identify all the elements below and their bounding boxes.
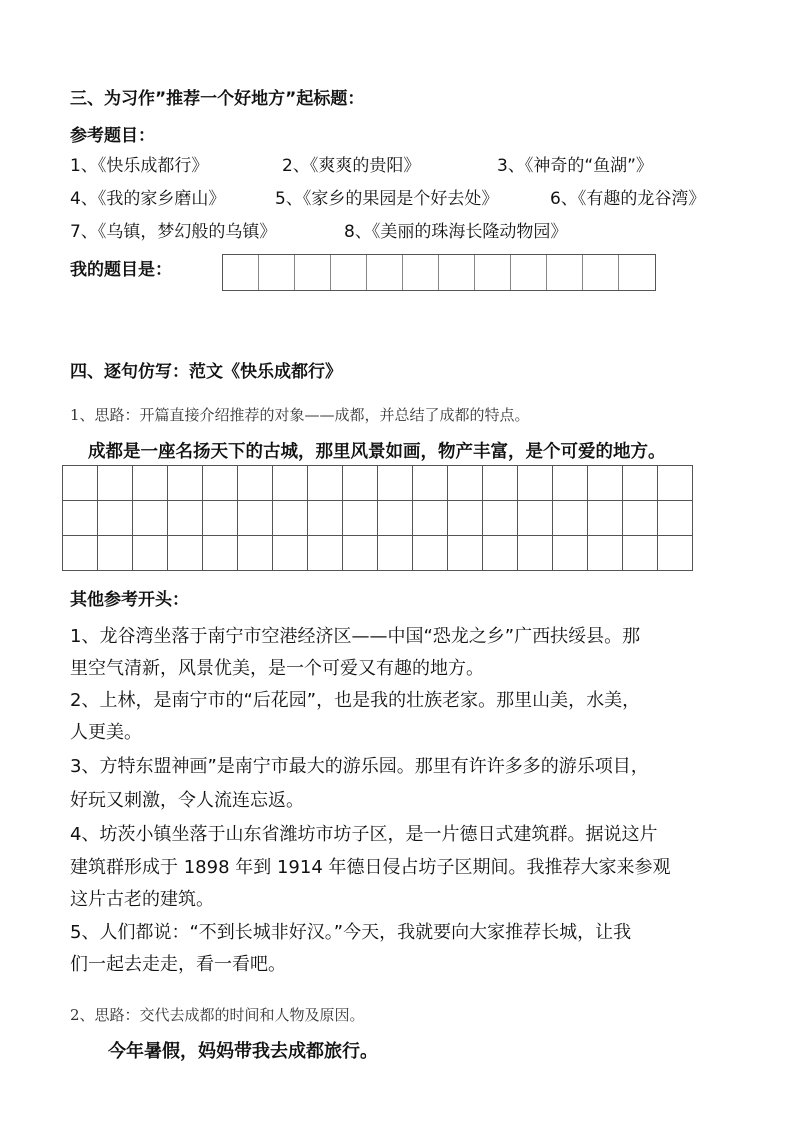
grid-cell[interactable]	[413, 501, 448, 536]
grid-cell[interactable]	[203, 536, 238, 571]
grid-cell[interactable]	[413, 536, 448, 571]
grid-cell[interactable]	[98, 536, 133, 571]
grid-cell[interactable]	[223, 255, 259, 290]
grid-cell[interactable]	[583, 255, 619, 290]
practice-writing-grid[interactable]	[62, 465, 693, 571]
grid-row	[63, 466, 693, 501]
grid-cell[interactable]	[588, 466, 623, 501]
grid-cell[interactable]	[203, 501, 238, 536]
grid-cell[interactable]	[273, 536, 308, 571]
grid-cell[interactable]	[658, 501, 693, 536]
grid-cell[interactable]	[273, 466, 308, 501]
opening-line: 们一起去走走，看一看吧。	[70, 954, 286, 975]
opening-line: 好玩又刺激，令人流连忘返。	[70, 790, 304, 811]
grid-cell[interactable]	[448, 466, 483, 501]
grid-cell[interactable]	[378, 536, 413, 571]
grid-cell[interactable]	[378, 501, 413, 536]
opening-line: 2、上林，是南宁市的“后花园”，也是我的壮族老家。那里山美，水美，	[70, 690, 641, 711]
grid-cell[interactable]	[403, 255, 439, 290]
ref-title-4: 4、《我的家乡磨山》	[70, 189, 226, 209]
opening-line: 建筑群形成于 1898 年到 1914 年德日侵占坊子区期间。我推荐大家来参观	[70, 857, 671, 878]
ref-title-8: 8、《美丽的珠海长隆动物园》	[344, 222, 568, 242]
grid-cell[interactable]	[308, 466, 343, 501]
my-title-label: 我的题目是：	[70, 260, 172, 280]
grid-cell[interactable]	[623, 536, 658, 571]
title-writing-grid[interactable]	[222, 254, 656, 291]
grid-cell[interactable]	[511, 255, 547, 290]
opening-line: 5、人们都说：“不到长城非好汉。”今天，我就要向大家推荐长城，让我	[70, 922, 632, 943]
grid-cell[interactable]	[63, 536, 98, 571]
section4-heading: 四、逐句仿写：范文《快乐成都行》	[70, 362, 342, 382]
grid-cell[interactable]	[238, 466, 273, 501]
opening-line: 3、方特东盟神画”是南宁市最大的游乐园。那里有许许多多的游乐项目，	[70, 756, 649, 777]
grid-cell[interactable]	[623, 466, 658, 501]
grid-cell[interactable]	[259, 255, 295, 290]
ref-title-2: 2、《爽爽的贵阳》	[282, 156, 421, 176]
grid-cell[interactable]	[588, 536, 623, 571]
grid-cell[interactable]	[203, 466, 238, 501]
grid-cell[interactable]	[547, 255, 583, 290]
grid-cell[interactable]	[308, 501, 343, 536]
grid-row	[63, 536, 693, 571]
opening-line: 里空气清新，风景优美，是一个可爱又有趣的地方。	[70, 658, 484, 679]
grid-cell[interactable]	[378, 466, 413, 501]
grid-cell[interactable]	[273, 501, 308, 536]
grid-cell[interactable]	[588, 501, 623, 536]
ref-title-3: 3、《神奇的“鱼湖”》	[497, 156, 653, 176]
grid-cell[interactable]	[168, 466, 203, 501]
grid-cell[interactable]	[98, 501, 133, 536]
grid-cell[interactable]	[658, 536, 693, 571]
grid-cell[interactable]	[367, 255, 403, 290]
grid-cell[interactable]	[238, 536, 273, 571]
ref-title-6: 6、《有趣的龙谷湾》	[550, 189, 706, 209]
grid-cell[interactable]	[553, 466, 588, 501]
other-openings-label: 其他参考开头：	[70, 590, 189, 610]
ref-title-7: 7、《乌镇，梦幻般的乌镇》	[70, 222, 277, 242]
grid-cell[interactable]	[295, 255, 331, 290]
grid-cell[interactable]	[413, 466, 448, 501]
opening-line: 4、坊茨小镇坐落于山东省潍坊市坊子区，是一片德日式建筑群。据说这片	[70, 824, 658, 845]
grid-cell[interactable]	[483, 466, 518, 501]
grid-cell[interactable]	[331, 255, 367, 290]
grid-cell[interactable]	[133, 466, 168, 501]
grid-cell[interactable]	[168, 501, 203, 536]
grid-cell[interactable]	[553, 536, 588, 571]
grid-cell[interactable]	[308, 536, 343, 571]
grid-cell[interactable]	[133, 536, 168, 571]
grid-cell[interactable]	[168, 536, 203, 571]
grid-cell[interactable]	[98, 466, 133, 501]
grid-cell[interactable]	[448, 536, 483, 571]
grid-cell[interactable]	[483, 501, 518, 536]
grid-cell[interactable]	[553, 501, 588, 536]
grid-cell[interactable]	[343, 501, 378, 536]
opening-line: 1、龙谷湾坐落于南宁市空港经济区——中国“恐龙之乡”广西扶绥县。那	[70, 626, 641, 647]
grid-cell[interactable]	[518, 501, 553, 536]
grid-cell[interactable]	[475, 255, 511, 290]
opening-line: 这片古老的建筑。	[70, 889, 214, 910]
grid-cell[interactable]	[658, 466, 693, 501]
grid-cell[interactable]	[238, 501, 273, 536]
ref-label: 参考题目：	[70, 126, 155, 146]
grid-cell[interactable]	[518, 536, 553, 571]
grid-cell[interactable]	[63, 501, 98, 536]
grid-cell[interactable]	[343, 466, 378, 501]
idea-2: 2、思路：交代去成都的时间和人物及原因。	[70, 1006, 365, 1024]
ref-title-1: 1、《快乐成都行》	[70, 156, 209, 176]
grid-row	[63, 501, 693, 536]
grid-cell[interactable]	[623, 501, 658, 536]
idea-1: 1、思路：开篇直接介绍推荐的对象——成都，并总结了成都的特点。	[70, 406, 530, 424]
grid-cell[interactable]	[343, 536, 378, 571]
grid-cell[interactable]	[439, 255, 475, 290]
grid-cell[interactable]	[483, 536, 518, 571]
grid-cell[interactable]	[448, 501, 483, 536]
grid-cell[interactable]	[619, 255, 655, 290]
grid-cell[interactable]	[63, 466, 98, 501]
opening-line: 人更美。	[70, 722, 142, 743]
model-sentence-1: 成都是一座名扬天下的古城，那里风景如画，物产丰富，是个可爱的地方。	[88, 442, 666, 462]
model-sentence-2: 今年暑假，妈妈带我去成都旅行。	[108, 1041, 378, 1062]
section3-heading: 三、为习作”推荐一个好地方”起标题：	[70, 89, 365, 109]
ref-title-5: 5、《家乡的果园是个好去处》	[275, 189, 499, 209]
grid-cell[interactable]	[133, 501, 168, 536]
grid-cell[interactable]	[518, 466, 553, 501]
